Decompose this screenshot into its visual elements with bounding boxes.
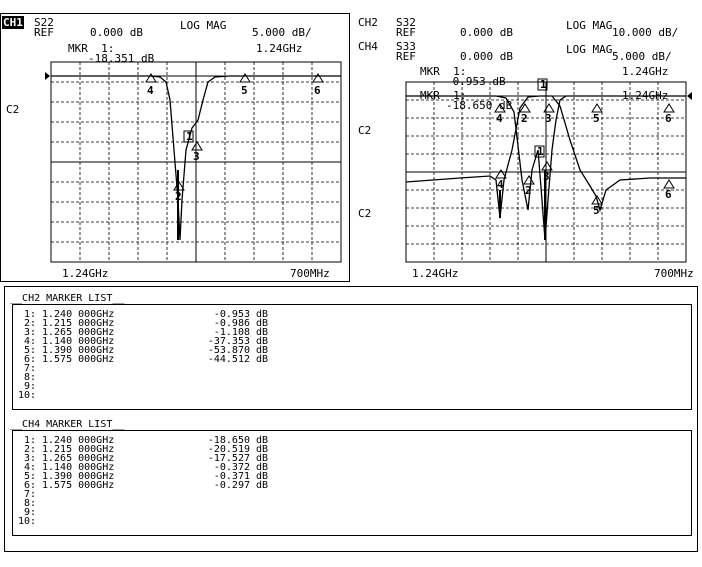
marker-unit [250,490,286,499]
marker-value: -0.953 [213,309,250,320]
marker-unit [250,364,286,373]
marker-value [192,373,250,382]
marker-unit: dB [256,462,269,473]
right-marker-3-mid: 3 [543,170,550,183]
marker-value [192,382,250,391]
marker-unit [250,517,286,526]
marker-frequency [36,364,192,373]
ch4-ref-value: 0.000 dB [460,50,513,63]
marker-index: 3: [23,453,36,464]
right-side-label-top: C2 [358,124,372,137]
right-side-label-bottom: C2 [358,207,372,220]
marker-frequency: 1.575 000GHz [42,480,115,491]
marker-unit: dB [256,309,269,320]
marker-value [192,499,250,508]
ch1-format: LOG MAG [180,19,227,32]
ch2-param: S32 [396,16,416,29]
marker-row [10,391,286,400]
marker-unit: dB [256,471,269,482]
ch2-marker-value: -0.953 dB [446,75,506,88]
right-marker-3-top: 3 [545,112,552,125]
marker-unit: dB [256,336,269,347]
marker-value: -53.870 [207,345,250,356]
marker-unit: dB [256,354,269,365]
ch4-scale: 5.000 dB/ [612,50,672,63]
ch2-scale: 10.000 dB/ [612,26,679,39]
marker-frequency: 1.265 000GHz [42,453,115,464]
ch1-marker-freq: 1.24GHz [256,42,303,55]
marker-index: 10: [17,516,36,527]
marker-unit: dB [256,435,269,446]
marker-index: 2: [23,444,36,455]
ch1-marker-2: 2 [175,190,182,203]
right-marker-1-mid: 1 [537,145,544,158]
right-ref-pointer [687,92,692,100]
ch4-marker-freq: 1.24GHz [622,89,669,102]
marker-frequency: 1.140 000GHz [42,336,115,347]
ch2-format: LOG MAG [566,19,613,32]
marker-row [10,499,286,508]
marker-row [10,382,286,391]
marker-unit [250,508,286,517]
right-stop-freq: 700MHz [654,267,694,280]
marker-value: -0.297 [213,480,250,491]
marker-index: 3: [23,327,36,338]
marker-value: -20.519 [207,444,250,455]
ch2-marker-label: MKR 1: [420,65,467,78]
ch4-param: S33 [396,40,416,53]
marker-unit: dB [256,318,269,329]
ch4-label[interactable]: CH4 [358,40,378,53]
marker-frequency: 1.390 000GHz [42,345,115,356]
marker-index: 7: [23,363,36,374]
marker-unit [250,373,286,382]
ch1-side-label: C2 [6,103,20,116]
ch2-marker-list [10,310,286,400]
marker-index: 9: [23,507,36,518]
marker-frequency [36,373,192,382]
marker-value [192,508,250,517]
marker-frequency: 1.140 000GHz [42,462,115,473]
ch4-list-title: __CH4 MARKER LIST__ [10,419,125,430]
marker-value [192,391,250,400]
marker-frequency: 1.575 000GHz [42,354,115,365]
ch4-format: LOG MAG [566,43,613,56]
ch4-marker-list [10,436,286,526]
right-marker-2-mid: 2 [525,184,532,197]
marker-frequency [36,490,192,499]
marker-frequency [36,391,192,400]
marker-index: 8: [23,372,36,383]
marker-value [192,364,250,373]
ch4-marker-value: -18.650 dB [446,99,513,112]
marker-value [192,517,250,526]
marker-unit: dB [256,327,269,338]
marker-row [10,364,286,373]
right-marker-1-top: 1 [540,78,547,91]
ch1-ref-value: 0.000 dB [90,26,143,39]
ch1-ref-pointer [45,72,50,80]
marker-value: -17.527 [207,453,250,464]
marker-frequency: 1.240 000GHz [42,309,115,320]
marker-frequency [36,508,192,517]
marker-frequency: 1.240 000GHz [42,435,115,446]
right-markers [495,79,674,204]
right-marker-5-mid: 5 [593,204,600,217]
marker-value: -0.986 [213,318,250,329]
ch1-tag[interactable]: CH1 [3,16,23,29]
ch1-stop-freq: 700MHz [290,267,330,280]
ch1-param: S22 [34,16,54,29]
ch2-ref-value: 0.000 dB [460,26,513,39]
marker-unit: dB [256,480,269,491]
ch1-marker-value: -18.351 dB [88,52,155,65]
marker-row [10,490,286,499]
marker-value: -18.650 [207,435,250,446]
marker-index: 6: [23,354,36,365]
marker-frequency: 1.390 000GHz [42,471,115,482]
ch4-marker-label: MKR 1: [420,89,467,102]
ch2-marker-freq: 1.24GHz [622,65,669,78]
right-marker-4-mid: 4 [497,178,504,191]
marker-unit: dB [256,345,269,356]
ch1-marker-3: 3 [193,150,200,163]
marker-index: 5: [23,345,36,356]
marker-unit: dB [256,444,269,455]
marker-row [10,508,286,517]
right-start-freq: 1.24GHz [412,267,459,280]
marker-index: 5: [23,471,36,482]
marker-frequency [36,382,192,391]
ch2-list-title: __CH2 MARKER LIST__ [10,293,125,304]
marker-row [10,373,286,382]
marker-unit [250,391,286,400]
marker-frequency: 1.215 000GHz [42,444,115,455]
ch1-start-freq: 1.24GHz [62,267,109,280]
marker-index: 1: [23,309,36,320]
marker-index: 8: [23,498,36,509]
right-marker-4-top: 4 [496,112,503,125]
ch1-marker-4: 4 [147,84,154,97]
marker-value: -1.108 [213,327,250,338]
marker-frequency [36,517,192,526]
marker-row [10,517,286,526]
ch2-ref-label: REF [396,26,416,39]
marker-index: 9: [23,381,36,392]
ch1-ref-label: REF [34,26,54,39]
marker-value: -0.371 [213,471,250,482]
ch1-marker-6: 6 [314,84,321,97]
marker-row [10,355,286,364]
marker-index: 1: [23,435,36,446]
marker-row [10,481,286,490]
marker-index: 2: [23,318,36,329]
marker-frequency: 1.215 000GHz [42,318,115,329]
right-marker-2-top: 2 [521,112,528,125]
marker-value: -44.512 [207,354,250,365]
marker-index: 7: [23,489,36,500]
ch1-marker-1: 1 [186,130,193,143]
marker-unit [250,499,286,508]
marker-unit: dB [256,453,269,464]
marker-value: -37.353 [207,336,250,347]
right-marker-5-top: 5 [593,112,600,125]
marker-index: 4: [23,336,36,347]
right-marker-6-top: 6 [665,112,672,125]
marker-index: 4: [23,462,36,473]
marker-frequency [36,499,192,508]
ch1-marker-label: MKR 1: [68,42,115,55]
ch1-scale: 5.000 dB/ [252,26,312,39]
ch1-marker-5: 5 [241,84,248,97]
marker-index: 6: [23,480,36,491]
marker-unit [250,382,286,391]
marker-index: 10: [17,390,36,401]
marker-frequency: 1.265 000GHz [42,327,115,338]
ch2-label[interactable]: CH2 [358,16,378,29]
marker-value: -0.372 [213,462,250,473]
ch4-ref-label: REF [396,50,416,63]
right-marker-6-mid: 6 [665,188,672,201]
marker-value [192,490,250,499]
